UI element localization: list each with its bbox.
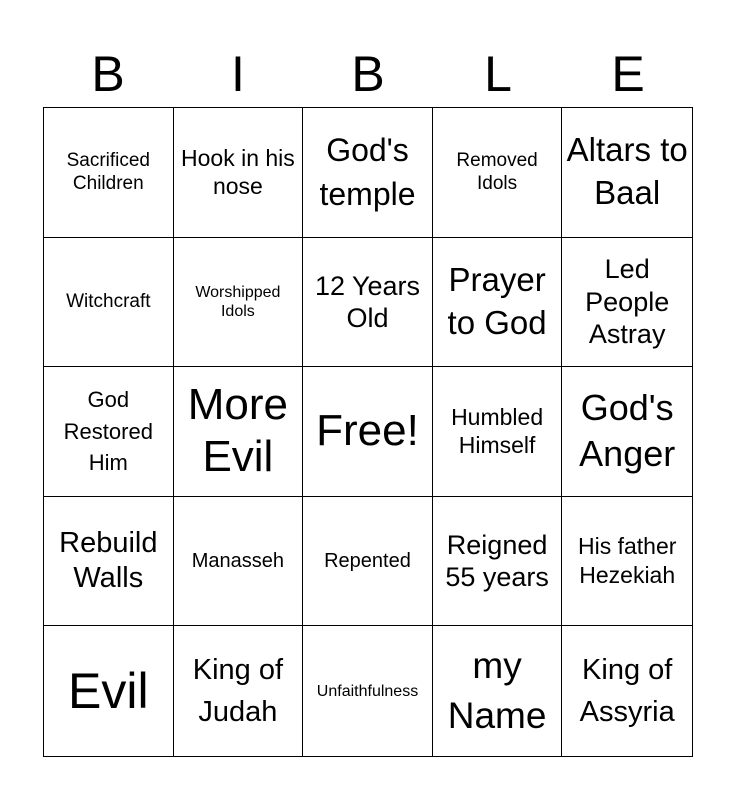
cell-text: Rebuild Walls [59, 527, 158, 595]
cell-text: God Restored Him [63, 386, 153, 476]
cell-text: God's temple [319, 131, 416, 213]
bingo-cell-r2c5[interactable] [562, 238, 692, 368]
bingo-cell-r1c3[interactable] [303, 108, 433, 238]
bingo-cell-r1c1[interactable] [44, 108, 174, 238]
cell-text: Humbled Himself [451, 403, 544, 459]
bingo-board [43, 107, 693, 757]
bingo-cell-r2c4[interactable] [433, 238, 563, 368]
cell-text: King of Judah [192, 654, 284, 729]
cell-text: God's Anger [579, 386, 676, 475]
cell-text: Removed Idols [456, 149, 538, 195]
bingo-cell-r1c5[interactable] [562, 108, 692, 238]
bingo-cell-r3c1[interactable] [44, 367, 174, 497]
bingo-header [43, 40, 693, 108]
cell-text: Reigned 55 years [445, 529, 549, 593]
bingo-cell-r5c4[interactable] [433, 626, 563, 756]
header-letter-e: E [611, 46, 645, 102]
bingo-cell-r4c5[interactable] [562, 497, 692, 627]
header-letter-b: B [91, 46, 125, 102]
bingo-cell-r5c1[interactable] [44, 626, 174, 756]
cell-text: Worshipped Idols [195, 283, 281, 320]
bingo-cell-r5c3[interactable] [303, 626, 433, 756]
cell-text: my Name [447, 645, 547, 737]
cell-text: Unfaithfulness [316, 682, 419, 700]
cell-text: His father Hezekiah [577, 533, 677, 589]
header-letter-b2: B [351, 46, 385, 102]
cell-text: Manasseh [191, 549, 285, 572]
bingo-cell-r2c1[interactable] [44, 238, 174, 368]
bingo-cell-r5c5[interactable] [562, 626, 692, 756]
cell-text: Witchcraft [66, 291, 151, 313]
cell-text: King of Assyria [579, 654, 675, 729]
bingo-cell-r3c3[interactable] [303, 367, 433, 497]
bingo-cell-r4c4[interactable] [433, 497, 563, 627]
bingo-cell-r3c5[interactable] [562, 367, 692, 497]
cell-text: Evil [68, 662, 149, 719]
cell-text: Prayer to God [447, 261, 547, 341]
bingo-cell-r3c4[interactable] [433, 367, 563, 497]
cell-text: Free! [316, 406, 419, 456]
cell-text: Sacrificed Children [66, 149, 150, 195]
cell-text: 12 Years Old [314, 270, 421, 333]
bingo-cell-r4c3[interactable] [303, 497, 433, 627]
bingo-cell-r3c2[interactable] [174, 367, 304, 497]
cell-text: Hook in his nose [181, 144, 295, 200]
header-letter-i: I [231, 46, 245, 102]
cell-text: Repented [324, 549, 411, 572]
bingo-cell-r2c2[interactable] [174, 238, 304, 368]
bingo-cell-r1c4[interactable] [433, 108, 563, 238]
bingo-cell-r5c2[interactable] [174, 626, 304, 756]
cell-text: Led People Astray [585, 254, 670, 350]
cell-text: Altars to Baal [566, 131, 688, 212]
header-letter-l: L [484, 46, 512, 102]
bingo-cell-r4c2[interactable] [174, 497, 304, 627]
bingo-cell-r2c3[interactable] [303, 238, 433, 368]
cell-text: More Evil [187, 379, 289, 482]
bingo-cell-r1c2[interactable] [174, 108, 304, 238]
bingo-cell-r4c1[interactable] [44, 497, 174, 627]
